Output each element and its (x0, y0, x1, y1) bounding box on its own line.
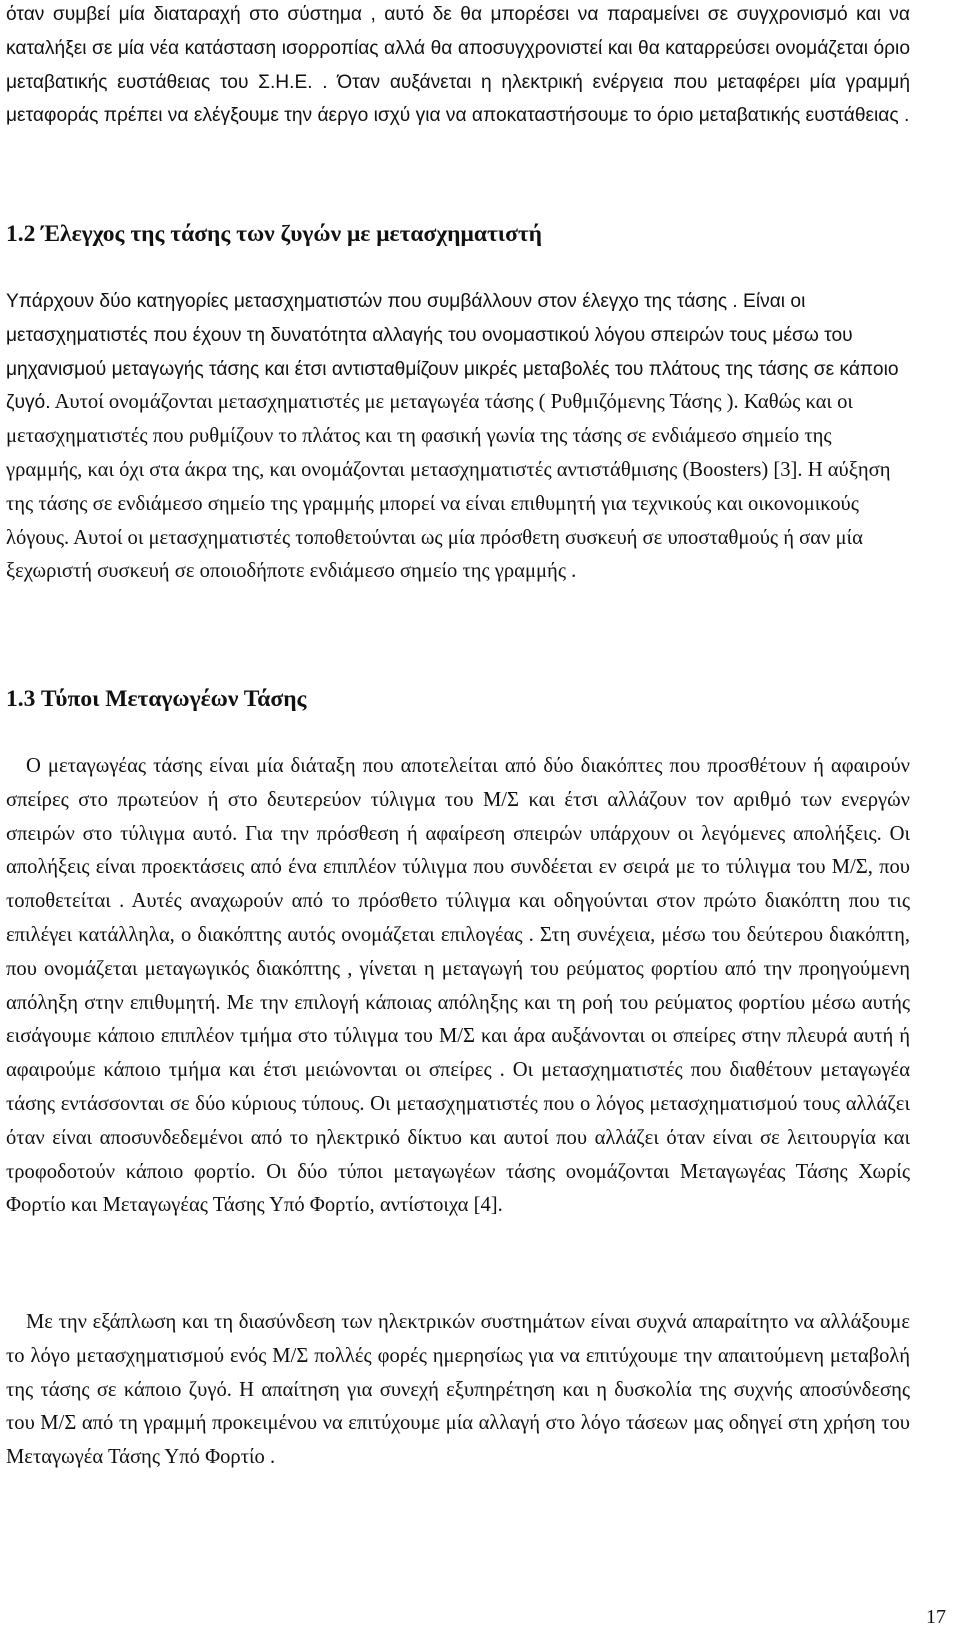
section-1-3-paragraph-2: Με την εξάπλωση και τη διασύνδεση των ηλεκτρικών συστημάτων είναι συχνά απαραίτητο να αλλάξουμε το λόγο μετασχηματισμού ενός Μ/Σ πολλές φορές ημερησίως για να επιτύχουμε την απαιτούμενη μεταβολή της τάσης σε κάποιο ζυγό. Η απαίτηση για συνεχή εξυπηρέτηση και η δυσκολία της συχνής αποσύνδεσης του Μ/Σ από τη γραμμή προκειμένου να επιτύχουμε μία αλλαγή στο λόγο τάσεων μας οδηγεί στη χρήση του Μεταγωγέα Τάσης Υπό Φορτίο . (6, 1311, 910, 1469)
intro-paragraph: όταν συμβεί μία διαταραχή στο σύστημα , αυτό δε θα μπορέσει να παραμείνει σε συγχρονισμό και να καταλήξει σε μία νέα κατάσταση ισορροπίας αλλά θα αποσυγχρονιστεί και θα καταρρεύσει ονομάζεται όριο μεταβατικής ευστάθειας του Σ.Η.Ε. . Όταν αυξάνεται η ηλεκτρική ενέργεια που μεταφέρει μία γραμμή μεταφοράς πρέπει να ελέγξουμε την άεργο ισχύ για να αποκαταστήσουμε το όριο μεταβατικής ευστάθειας . (6, 4, 910, 127)
section-1-2-text-sans: Υπάρχουν δύο κατηγορίες μετασχηματιστών που συμβάλλουν στον έλεγχο της τάσης . Είναι οι μετασχηματιστές που έχουν τη δυνατότητα αλλαγής του ονομαστικού λόγου σπειρών τους μέσω του μηχανισμού μεταγωγής τάσης και έτσι αντισταθμίζουν μικρές μεταβολές του πλάτους της τάσης σε κάποιο ζυγό. (6, 291, 899, 414)
document-page (6, 0, 956, 1647)
section-1-2-text-serif: Αυτοί ονομάζονται μετασχηματιστές με μεταγωγέα τάσης ( Ρυθμιζόμενης Τάσης ). Καθώς και οι μετασχηματιστές που ρυθμίζουν το πλάτος και τη φασική γωνία της τάσης σε ενδιάμεσο σημείο της γραμμής, και όχι στα άκρα της, και ονομάζονται μετασχηματιστές αντιστάθμισης (Boosters) [3]. Η αύξηση της τάσης σε ενδιάμεσο σημείο της γραμμής μπορεί να είναι επιθυμητή για τεχνικούς και οικονομικούς λόγους. Αυτοί οι μετασχηματιστές τοποθετούνται ως μία πρόσθετη συσκευή σε υποσταθμούς ή σαν μία ξεχωριστή συσκευή σε οποιοδήποτε ενδιάμεσο σημείο της γραμμής . (6, 391, 891, 583)
page-number: 17 (926, 1606, 946, 1628)
section-1-2-paragraph (6, 285, 910, 589)
section-1-3-paragraph-1: Ο μεταγωγέας τάσης είναι μία διάταξη που αποτελείται από δύο διακόπτες που προσθέτουν ή αφαιρούν σπείρες στο πρωτεύον ή στο δευτερεύον τύλιγμα του Μ/Σ και έτσι αλλάζουν τον αριθμό των ενεργών σπειρών στο τύλιγμα αυτό. Για την πρόσθεση ή αφαίρεση σπειρών υπάρχουν οι λεγόμενες απολήξεις. Οι απολήξεις είναι προεκτάσεις από ένα επιπλέον τύλιγμα που συνδέεται εν σειρά με το τύλιγμα του Μ/Σ, που τοποθετείται . Αυτές αναχωρούν από το πρόσθετο τύλιγμα και οδηγούνται στον πρώτο διακόπτη που τις επιλέγει κατάλληλα, ο διακόπτης αυτός ονομάζεται επιλογέας . Στη συνέχεια, μέσω του δεύτερου διακόπτη, που ονομάζεται μεταγωγικός διακόπτης , γίνεται η μεταγωγή του ρεύματος φορτίου από την προηγούμενη απόληξη στην επιθυμητή. Με την επιλογή κάποιας απόληξης και τη ροή του ρεύματος φορτίου μέσω αυτής εισάγουμε κάποιο επιπλέον τμήμα στο τύλιγμα του Μ/Σ και άρα αυξάνονται οι σπείρες στην πλευρά αυτή ή αφαιρούμε κάποιο τμήμα και έτσι μειώνονται οι σπείρες . Οι μετασχηματιστές που διαθέτουν μεταγωγέα τάσης εντάσσονται σε δύο κύριους τύπους. Οι μετασχηματιστές που ο λόγος μετασχηματισμού τους αλλάζει όταν είναι αποσυνδεδεμένοι από το ηλεκτρικό δίκτυο και αυτοί που αλλάζει όταν είναι σε λειτουργία και τροφοδοτούν κάποιο φορτίο. Οι δύο τύποι μεταγωγέων τάσης ονομάζονται Μεταγωγέας Τάσης Χωρίς Φορτίο και Μεταγωγέας Τάσης Υπό Φορτίο, αντίστοιχα [4]. (6, 755, 910, 1217)
section-1-3-heading: 1.3 Τύποι Μεταγωγέων Τάσης (6, 686, 307, 712)
section-1-2-heading: 1.2 Έλεγχος της τάσης των ζυγών με μετασχηματιστή (6, 221, 543, 247)
